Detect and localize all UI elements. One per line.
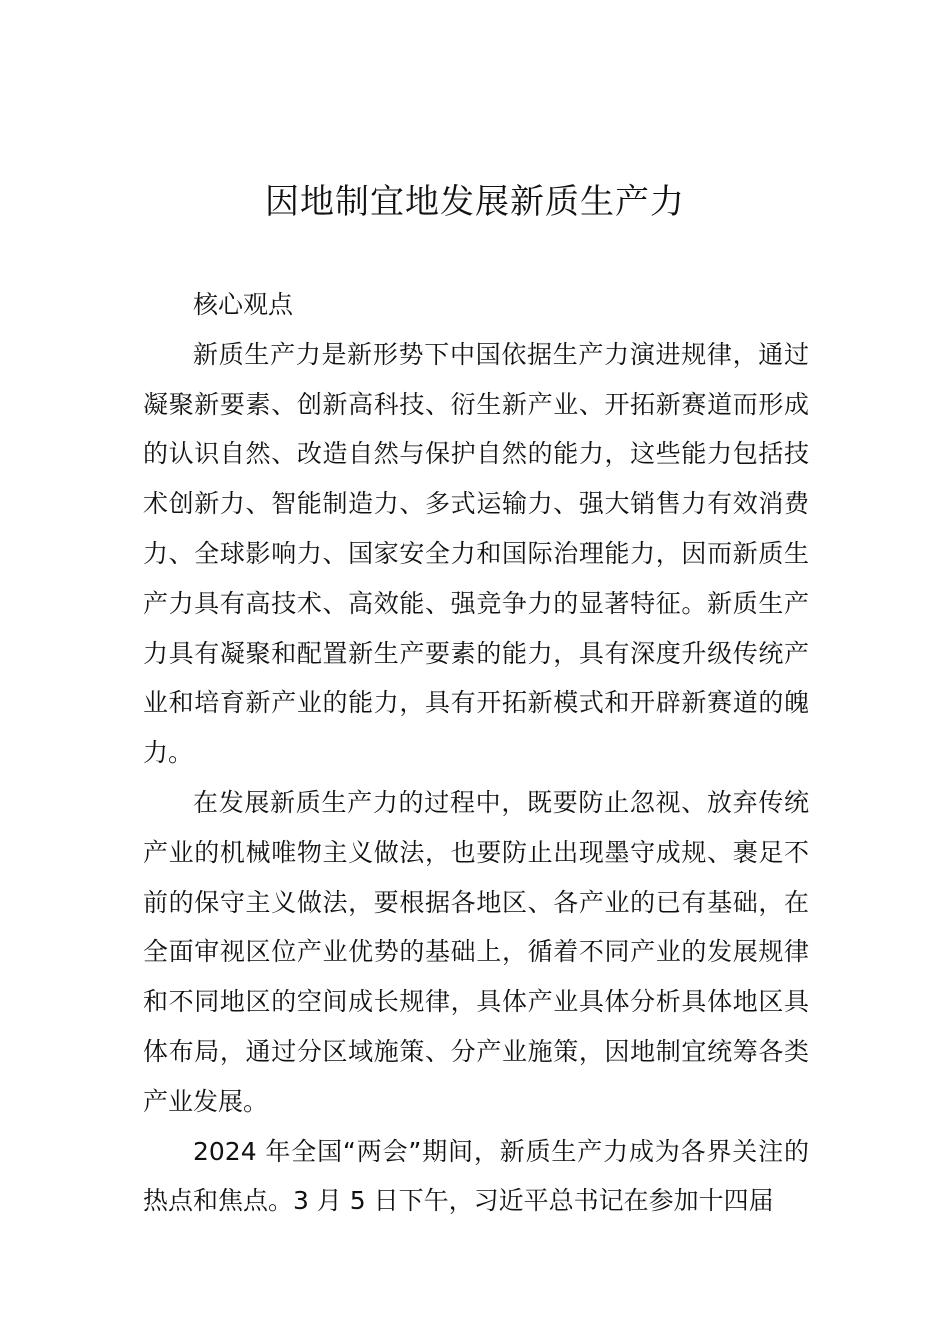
paragraph-3: 2024 年全国“两会”期间，新质生产力成为各界关注的热点和焦点。3 月 5 日下午，习近平总书记在参加十四届 (143, 1136, 809, 1216)
document-body (143, 280, 809, 1226)
document-title: 因地制宜地发展新质生产力 (265, 182, 685, 222)
paragraph-1: 新质生产力是新形势下中国依据生产力演进规律，通过凝聚新要素、创新高科技、衍生新产业、开拓新赛道而形成的认识自然、改造自然与保护自然的能力，这些能力包括技术创新力、智能制造力、多式运输力、强大销售力有效消费力、全球影响力、国家安全力和国际治理能力，因而新质生产力具有高技术、高效能、强竞争力的显著特征。新质生产力具有凝聚和配置新生产要素的能力，具有深度升级传统产业和培育新产业的能力，具有开拓新模式和开辟新赛道的魄力。 (143, 339, 809, 768)
section-heading: 核心观点 (193, 290, 294, 319)
paragraph-2: 在发展新质生产力的过程中，既要防止忽视、放弃传统产业的机械唯物主义做法，也要防止出现墨守成规、裹足不前的保守主义做法，要根据各地区、各产业的已有基础，在全面审视区位产业优势的基础上，循着不同产业的发展规律和不同地区的空间成长规律，具体产业具体分析具体地区具体布局，通过分区域施策、分产业施策，因地制宜统筹各类产业发展。 (143, 787, 809, 1116)
